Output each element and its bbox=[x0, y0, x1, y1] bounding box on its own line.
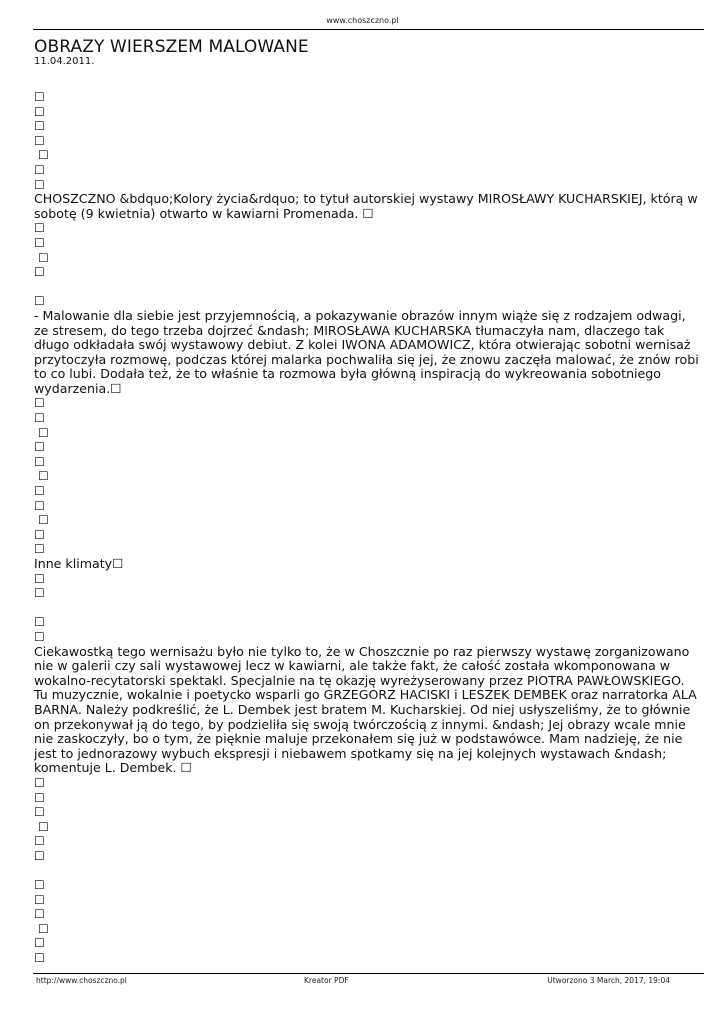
box-glyph: ☐ bbox=[34, 454, 45, 469]
box-glyph: ☐ bbox=[34, 892, 45, 907]
box-glyph: ☐ bbox=[34, 294, 45, 309]
box-glyph: ☐ bbox=[34, 235, 45, 250]
box-glyph: ☐ bbox=[34, 542, 45, 557]
box-glyph: ☐ bbox=[34, 265, 45, 280]
box-glyph: ☐ bbox=[34, 104, 45, 119]
box-glyph: ☐ bbox=[34, 936, 45, 951]
box-glyph: ☐ bbox=[34, 527, 45, 542]
box-glyph: ☐ bbox=[38, 819, 49, 834]
footer-generator: Kreator PDF bbox=[304, 976, 349, 985]
box-glyph: ☐ bbox=[34, 498, 45, 513]
box-glyph: ☐ bbox=[34, 177, 45, 192]
header-site-url: www.choszczno.pl bbox=[326, 16, 399, 25]
blank-line bbox=[34, 601, 699, 616]
box-glyph: ☐ bbox=[34, 586, 45, 601]
box-glyph: ☐ bbox=[34, 907, 45, 922]
box-glyph: ☐ bbox=[38, 921, 49, 936]
box-glyph: ☐ bbox=[34, 484, 45, 499]
box-glyph: ☐ bbox=[34, 834, 45, 849]
box-glyph: ☐ bbox=[34, 805, 45, 820]
article-date: 11.04.2011. bbox=[34, 56, 95, 67]
article-subheading: Inne klimaty☐ bbox=[34, 556, 124, 571]
footer-url-link[interactable]: http://www.choszczno.pl bbox=[36, 976, 127, 985]
article-paragraph-intro: CHOSZCZNO &bdquo;Kolory życia&rdquo; to tytuł autorskiej wystawy MIROSŁAWY KUCHARSKIEJ, którą w sobotę (9 kwietnia) otwarto w kawiarni Promenada. ☐ bbox=[34, 191, 698, 221]
box-glyph: ☐ bbox=[34, 411, 45, 426]
article bbox=[34, 38, 699, 966]
footer-divider bbox=[33, 973, 704, 974]
box-glyph: ☐ bbox=[34, 629, 45, 644]
box-glyph: ☐ bbox=[34, 615, 45, 630]
box-glyph: ☐ bbox=[34, 790, 45, 805]
box-glyph: ☐ bbox=[34, 162, 45, 177]
article-paragraph-event: Ciekawostką tego wernisażu było nie tylko to, że w Choszcznie po raz pierwszy wystawę zorganizowano nie w galerii czy sali wystawowej lecz w kawiarni, ale także fakt, że całość została wkomponowana w wokalno-recytatorski spektakl. Specjalnie na tę okazję wyreżyserowany przez PIOTRA PAWŁOWSKIEGO. Tu muzycznie, wokalnie i poetycko wsparli go GRZEGORZ HACISKI i LESZEK DEMBEK oraz narratorka ALA BARNA. Należy podkreślić, że L. Dembek jest bratem M. Kucharskiej. Od niej usłyszeliśmy, że to głównie on przekonywał ją do tego, by podzieliła się swoją twórczością z innymi. &ndash; Jej obrazy wcale mnie nie zaskoczyły, bo o tym, że pięknie maluje przekonałem się już w podstawówce. Mam nadzieję, że nie jest to jednorazowy wybuch ekspresji i niebawem spotkamy się na jej kolejnych wystawach &ndash; komentuje L. Dembek. ☐ bbox=[34, 643, 697, 776]
box-glyph: ☐ bbox=[38, 148, 49, 163]
box-glyph: ☐ bbox=[38, 469, 49, 484]
article-title: OBRAZY WIERSZEM MALOWANE bbox=[34, 37, 309, 57]
box-glyph: ☐ bbox=[34, 396, 45, 411]
box-glyph: ☐ bbox=[34, 133, 45, 148]
blank-line bbox=[34, 863, 699, 878]
box-glyph: ☐ bbox=[34, 571, 45, 586]
box-glyph: ☐ bbox=[34, 90, 45, 104]
article-paragraph-quote: - Malowanie dla siebie jest przyjemnością, a pokazywanie obrazów innym wiąże się z rodzajem odwagi, ze stresem, do tego trzeba dojrzeć &ndash; MIROSŁAWA KUCHARSKA tłumaczyła nam, dlaczego tak długo odkładała swój wystawowy debiut. Z kolei IWONA ADAMOWICZ, która otwierając sobotni wernisaż przytoczyła rozmowę, podczas której malarka pochwaliła się jej, że znowu zaczęła malować, że znów robi to co lubi. Dodała też, że to właśnie ta rozmowa była główną inspiracją do wykreowania sobotniego wydarzenia.☐ bbox=[34, 307, 699, 396]
box-glyph: ☐ bbox=[34, 878, 45, 893]
box-glyph: ☐ bbox=[34, 775, 45, 790]
box-glyph: ☐ bbox=[34, 848, 45, 863]
box-glyph: ☐ bbox=[38, 250, 49, 265]
box-glyph: ☐ bbox=[38, 425, 49, 440]
box-glyph: ☐ bbox=[34, 440, 45, 455]
box-glyph: ☐ bbox=[34, 951, 45, 966]
blank-line bbox=[34, 280, 699, 295]
box-glyph: ☐ bbox=[38, 513, 49, 528]
box-glyph: ☐ bbox=[34, 119, 45, 134]
box-glyph: ☐ bbox=[34, 221, 45, 236]
footer-created-date: Utworzono 3 March, 2017, 19:04 bbox=[547, 976, 670, 985]
header-divider bbox=[33, 29, 704, 30]
